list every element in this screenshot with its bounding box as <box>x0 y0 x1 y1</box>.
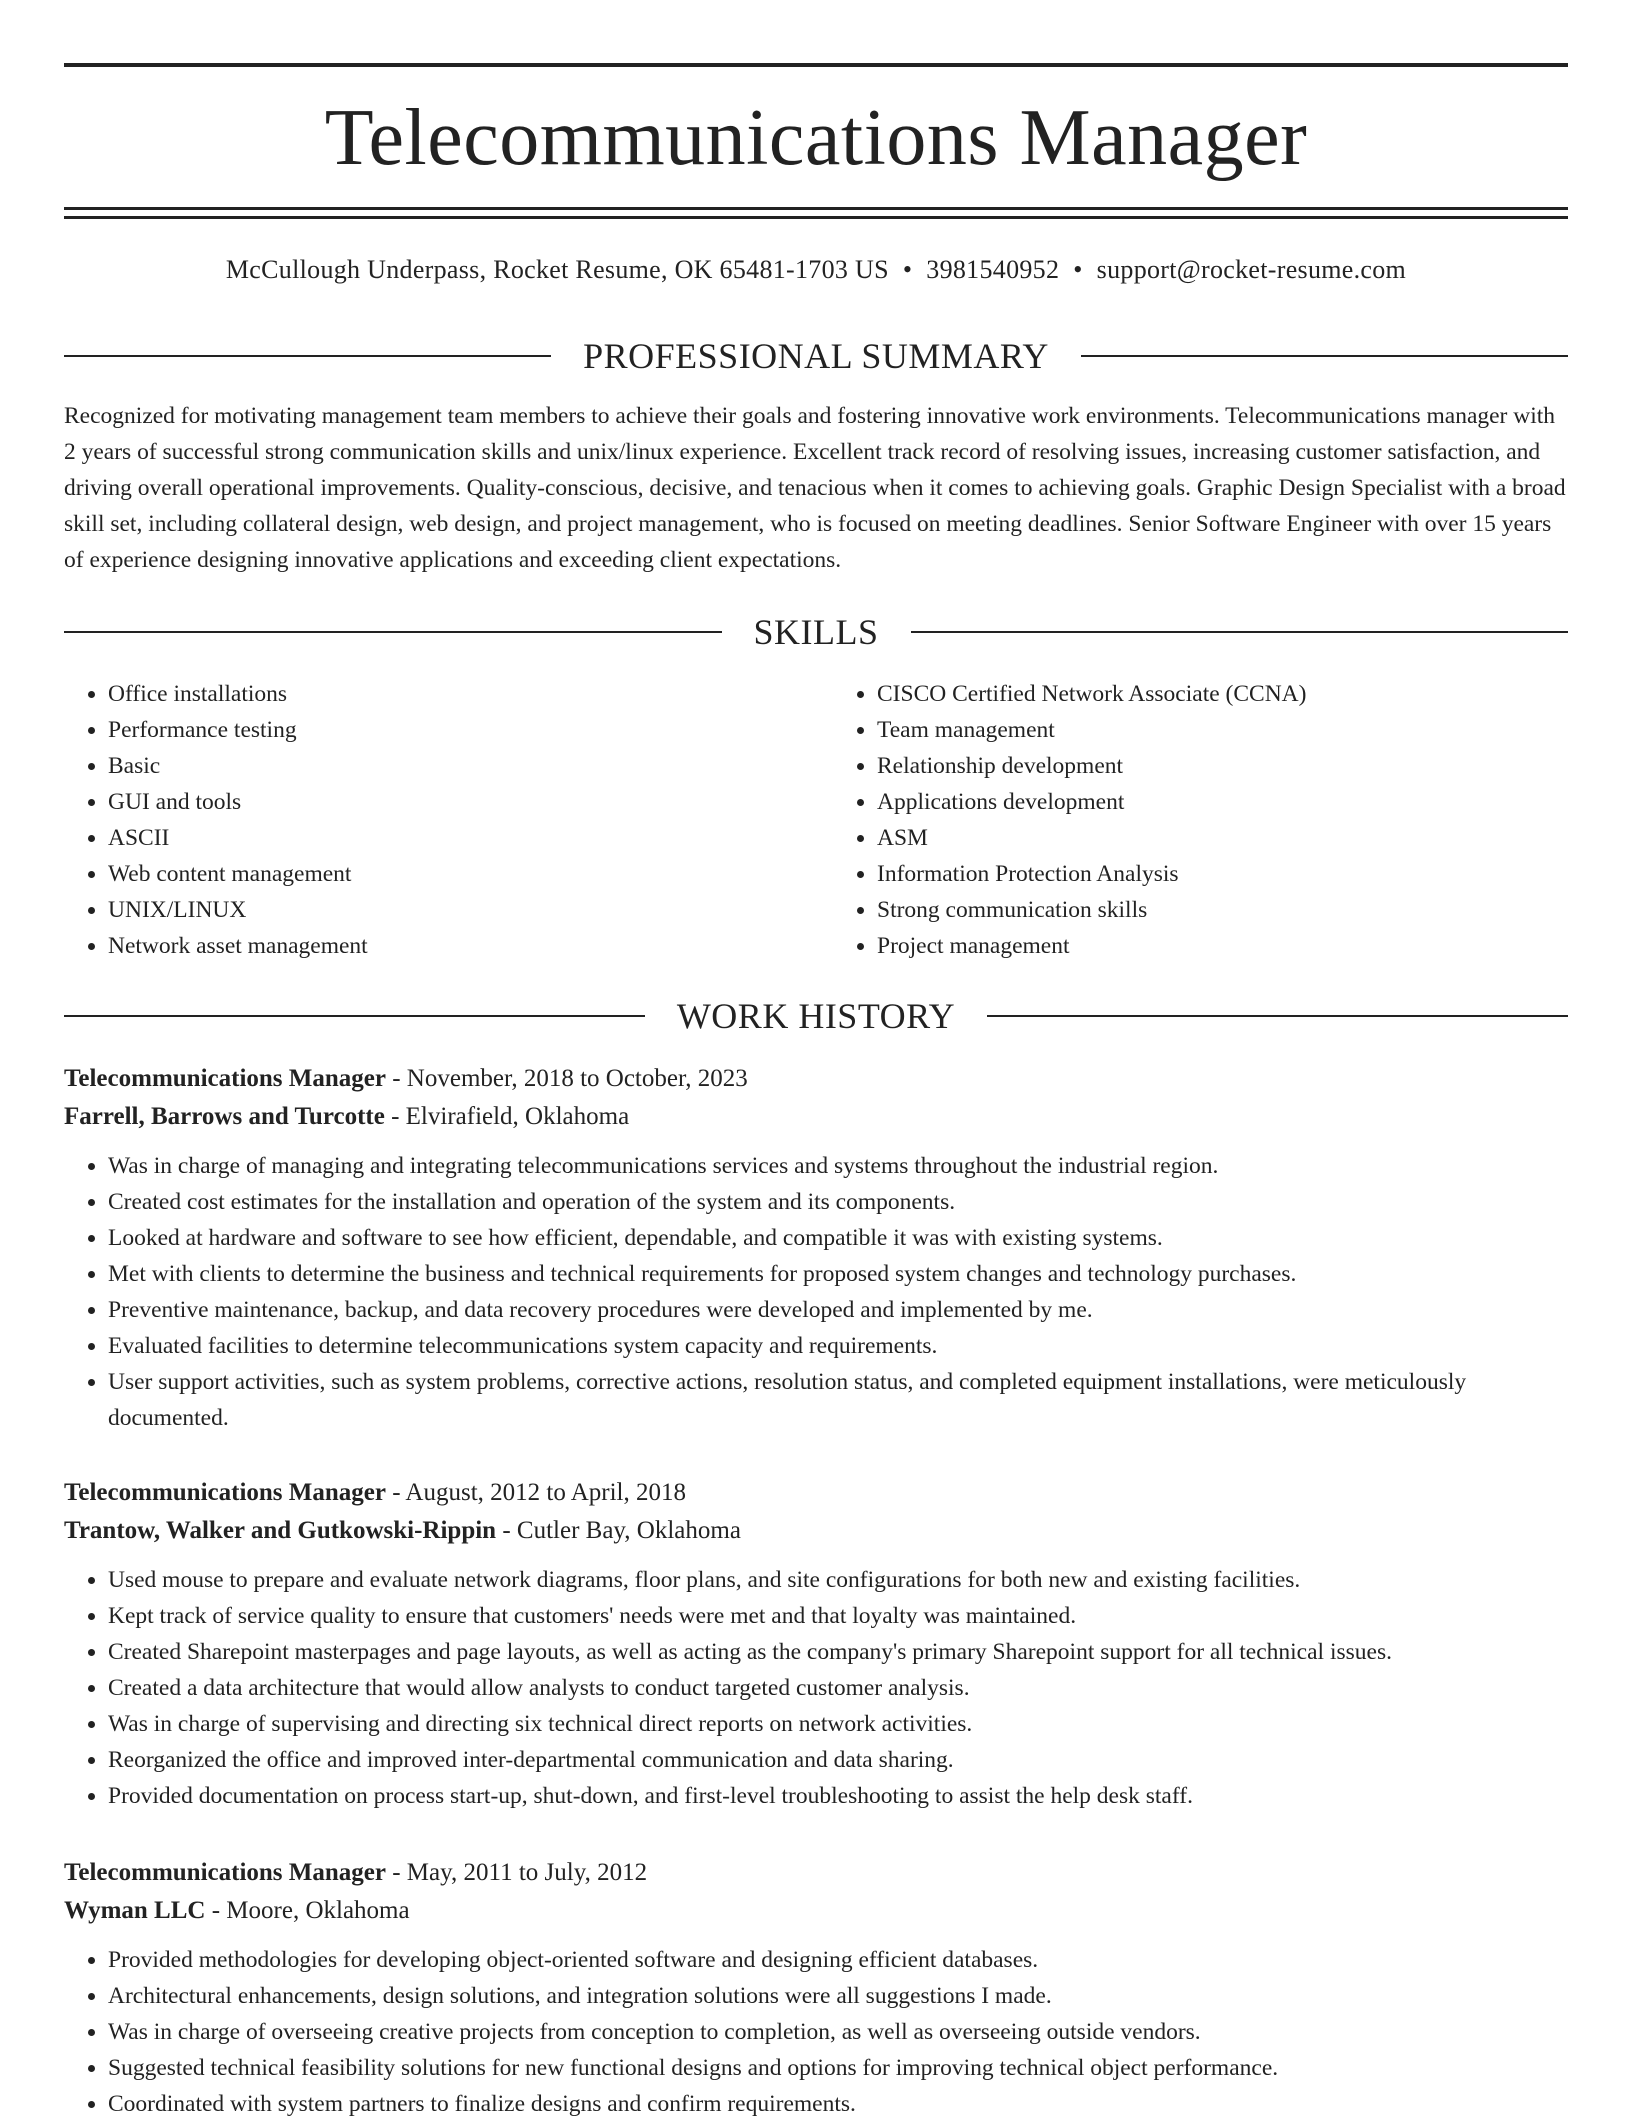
skill-item: • Applications development <box>877 784 1568 820</box>
job-company-line: Farrell, Barrows and Turcotte - Elvirafield, Oklahoma <box>64 1103 630 1130</box>
job-dates: May, 2011 to July, 2012 <box>406 1859 648 1886</box>
job-bullet: • Was in charge of managing and integrating telecommunications services and systems throughout the industrial region. <box>108 1148 1568 1184</box>
job-bullet: • Kept track of service quality to ensure that customers' needs were met and that loyalty was maintained. <box>108 1598 1568 1634</box>
skill-item: • Team management <box>877 712 1568 748</box>
skill-item: • Network asset management <box>108 928 799 964</box>
job-bullet: • Provided methodologies for developing object-oriented software and designing efficient databases. <box>108 1942 1568 1978</box>
job-bullet: • Created Sharepoint masterpages and page layouts, as well as acting as the company's primary Sharepoint support for all technical issues. <box>108 1634 1568 1670</box>
resume-name: Telecommunications Manager <box>324 94 1308 182</box>
heading-rule-right <box>987 1015 1568 1017</box>
job-bullets <box>64 1562 1568 1814</box>
contact-phone: 3981540952 <box>926 255 1060 284</box>
job-company: Trantow, Walker and Gutkowski-Rippin <box>64 1517 497 1544</box>
work-history-heading-label: WORK HISTORY <box>676 996 956 1036</box>
skill-item: • GUI and tools <box>108 784 799 820</box>
skill-item: • Office installations <box>108 676 799 712</box>
contact-email: support@rocket-resume.com <box>1096 255 1407 284</box>
heading-rule-right <box>1081 355 1568 357</box>
skills-heading <box>64 610 1568 654</box>
summary-text: Recognized for motivating management team members to achieve their goals and fostering innovative work environments. Telecommunications manager with 2 years of successful strong communication skills and unix/linux experience. Excellent track record of resolving issues, increasing customer satisfaction, and driving overall operational improvements. Quality-conscious, decisive, and tenacious when it comes to achieving goals. Graphic Design Specialist with a broad skill set, including collateral design, web design, and project management, who is focused on meeting deadlines. Senior Software Engineer with over 15 years of experience designing innovative applications and exceeding client expectations. <box>64 403 1566 573</box>
contact-separator: • <box>902 255 913 284</box>
skill-item: • Strong communication skills <box>877 892 1568 928</box>
job-company: Farrell, Barrows and Turcotte <box>64 1103 385 1130</box>
job-bullet: • Looked at hardware and software to see how efficient, dependable, and compatible it was with existing systems. <box>108 1220 1568 1256</box>
skill-item: • Basic <box>108 748 799 784</box>
job-title: Telecommunications Manager <box>64 1479 386 1506</box>
heading-rule-left <box>64 355 551 357</box>
skills-column-left <box>64 676 799 964</box>
job-entry <box>64 1854 1568 2122</box>
job-title: Telecommunications Manager <box>64 1859 386 1886</box>
skills-column-right <box>799 676 1568 964</box>
work-history-heading <box>64 994 1568 1038</box>
job-dates: August, 2012 to April, 2018 <box>405 1479 686 1506</box>
job-title-line: Telecommunications Manager - November, 2018 to October, 2023 <box>64 1065 748 1092</box>
job-bullet: • Was in charge of supervising and directing six technical direct reports on network activities. <box>108 1706 1568 1742</box>
job-bullet: • Evaluated facilities to determine telecommunications system capacity and requirements. <box>108 1328 1568 1364</box>
job-bullet: • Created a data architecture that would allow analysts to conduct targeted customer analysis. <box>108 1670 1568 1706</box>
contact-separator: • <box>1073 255 1083 284</box>
skill-item: • ASCII <box>108 820 799 856</box>
contact-address: McCullough Underpass, Rocket Resume, OK 65481-1703 US <box>225 255 889 284</box>
job-bullet: • Architectural enhancements, design solutions, and integration solutions were all suggestions I made. <box>108 1978 1568 2014</box>
job-bullet: • Reorganized the office and improved inter-departmental communication and data sharing. <box>108 1742 1568 1778</box>
skill-item: • ASM <box>877 820 1568 856</box>
job-dates: November, 2018 to October, 2023 <box>406 1065 748 1092</box>
skills-list <box>64 676 1568 964</box>
heading-rule-left <box>64 1015 645 1017</box>
job-bullet: • Was in charge of overseeing creative projects from conception to completion, as well as overseeing outside vendors. <box>108 2014 1568 2050</box>
job-entry <box>64 1060 1568 1436</box>
skill-item: • Web content management <box>108 856 799 892</box>
skill-item: • CISCO Certified Network Associate (CCNA) <box>877 676 1568 712</box>
job-bullet: • Provided documentation on process start-up, shut-down, and first-level troubleshooting to assist the help desk staff. <box>108 1778 1568 1814</box>
job-entry <box>64 1474 1568 1814</box>
job-title: Telecommunications Manager <box>64 1065 386 1092</box>
heading-rule-right <box>911 631 1569 633</box>
job-title-line: Telecommunications Manager - August, 2012 to April, 2018 <box>64 1479 686 1506</box>
job-bullet: • Used mouse to prepare and evaluate network diagrams, floor plans, and site configurations for both new and existing facilities. <box>108 1562 1568 1598</box>
summary-heading-label: PROFESSIONAL SUMMARY <box>583 336 1049 376</box>
skill-item: • UNIX/LINUX <box>108 892 799 928</box>
job-bullets <box>64 1942 1568 2122</box>
skill-item: • Project management <box>877 928 1568 964</box>
job-title-line: Telecommunications Manager - May, 2011 to July, 2012 <box>64 1859 648 1886</box>
job-bullet: • Preventive maintenance, backup, and data recovery procedures were developed and implemented by me. <box>108 1292 1568 1328</box>
header-double-rule-upper <box>64 207 1568 210</box>
job-company-line: Wyman LLC - Moore, Oklahoma <box>64 1897 410 1924</box>
skill-item: • Relationship development <box>877 748 1568 784</box>
job-bullet: • Suggested technical feasibility solutions for new functional designs and options for improving technical object performance. <box>108 2050 1568 2086</box>
skills-heading-label: SKILLS <box>753 612 879 652</box>
job-bullet: • Met with clients to determine the business and technical requirements for proposed system changes and technology purchases. <box>108 1256 1568 1292</box>
skill-item: • Performance testing <box>108 712 799 748</box>
job-location: Elvirafield, Oklahoma <box>405 1103 630 1130</box>
job-bullet: • Coordinated with system partners to finalize designs and confirm requirements. <box>108 2086 1568 2122</box>
job-location: Cutler Bay, Oklahoma <box>516 1517 741 1544</box>
job-company: Wyman LLC <box>64 1897 206 1924</box>
job-bullets <box>64 1148 1568 1436</box>
summary-heading <box>64 334 1568 378</box>
job-company-line: Trantow, Walker and Gutkowski-Rippin - Cutler Bay, Oklahoma <box>64 1517 741 1544</box>
skill-item: • Information Protection Analysis <box>877 856 1568 892</box>
header-double-rule-lower <box>64 216 1568 219</box>
job-location: Moore, Oklahoma <box>226 1897 410 1924</box>
job-bullet: • User support activities, such as system problems, corrective actions, resolution status, and completed equipment installations, were meticulously documented. <box>108 1364 1568 1436</box>
contact-line <box>64 252 1568 288</box>
job-bullet: • Created cost estimates for the installation and operation of the system and its components. <box>108 1184 1568 1220</box>
heading-rule-left <box>64 631 722 633</box>
header-top-rule <box>64 63 1568 67</box>
